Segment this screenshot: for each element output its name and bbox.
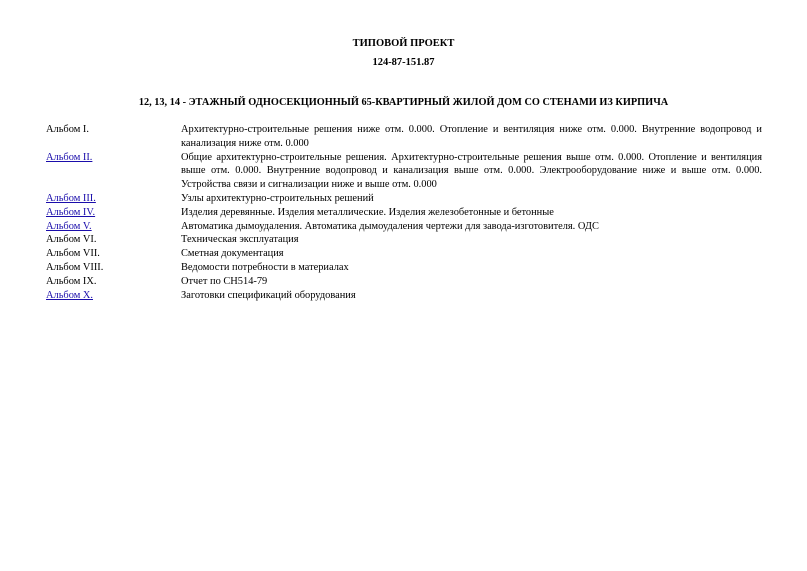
album-description: Изделия деревянные. Изделия металлические. Изделия железобетонные и бетонные [181, 206, 554, 218]
album-name-cell [46, 192, 181, 206]
album-row [46, 247, 762, 261]
album-label: Альбом VIII. [46, 261, 104, 273]
album-name-cell [46, 206, 181, 220]
doc-number-heading: 124-87-151.87 [372, 57, 435, 68]
album-name-cell [46, 233, 181, 247]
album-row [46, 151, 762, 192]
album-description: Техническая эксплуатация [181, 234, 299, 246]
album-name-cell [46, 261, 181, 275]
album-label: Альбом I. [46, 124, 89, 135]
album-row [46, 123, 762, 151]
album-row [46, 289, 762, 303]
album-description: Заготовки спецификаций оборудования [181, 289, 356, 301]
album-description: Узлы архитектурно-строительных решений [181, 192, 374, 204]
album-description: Автоматика дымоудаления. Автоматика дымоудаления чертежи для завода-изготовителя. ОДС [181, 220, 599, 232]
album-label: Альбом VII. [46, 248, 100, 260]
album-name-cell [46, 289, 181, 303]
album-list [46, 123, 762, 302]
album-description: Сметная документация [181, 248, 284, 260]
album-name-cell [46, 247, 181, 261]
album-name-cell [46, 275, 181, 289]
album-row [46, 261, 762, 275]
album-description: Архитектурно-строительные решения ниже отм. 0.000. Отопление и вентиляция ниже отм. 0.000. Внутренние водопровод и канализация ниже отм. 0.000 [181, 124, 762, 149]
album-name-cell [46, 151, 181, 165]
doc-title-heading: 12, 13, 14 - ЭТАЖНЫЙ ОДНОСЕКЦИОННЫЙ 65-КВАРТИРНЫЙ ЖИЛОЙ ДОМ СО СТЕНАМИ ИЗ КИРПИЧА [138, 97, 669, 108]
album-row [46, 220, 762, 234]
doc-type-heading: ТИПОВОЙ ПРОЕКТ [352, 38, 455, 49]
album-name-cell [46, 123, 181, 137]
album-name-cell [46, 220, 181, 234]
album-link[interactable]: Альбом X. [46, 289, 93, 301]
album-link[interactable]: Альбом V. [46, 220, 92, 232]
album-row [46, 206, 762, 220]
album-description: Отчет по СН514-79 [181, 275, 268, 287]
album-link[interactable]: Альбом IV. [46, 206, 96, 218]
album-description: Общие архитектурно-строительные решения. Архитектурно-строительные решения выше отм. 0.000. Отопление и вентиляция выше отм. 0.000. Внутренние водопровод и канализация выше отм. 0.000. Электрооборудование ниже и выше отм. 0.000. Устройства связи и сигнализации ниже и выше отм. 0.000 [181, 151, 762, 191]
album-link[interactable]: Альбом III. [46, 192, 96, 204]
album-row [46, 233, 762, 247]
album-description: Ведомости потребности в материалах [181, 261, 349, 273]
album-label: Альбом IX. [46, 275, 97, 287]
album-row [46, 192, 762, 206]
album-link[interactable]: Альбом II. [46, 151, 93, 163]
album-row [46, 275, 762, 289]
album-label: Альбом VI. [46, 234, 97, 246]
